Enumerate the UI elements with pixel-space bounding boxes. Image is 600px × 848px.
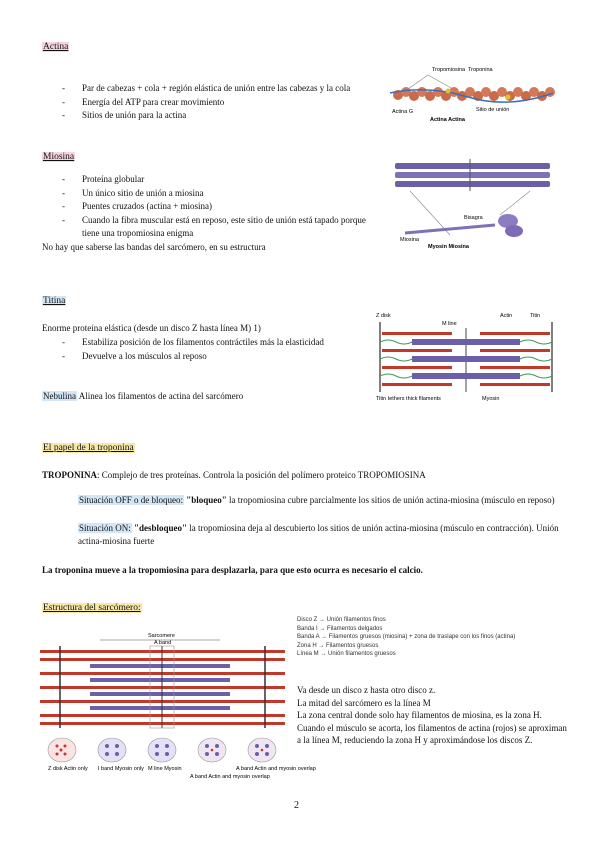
- list-item: - Par de cabezas + cola + región elástica de unión entre las cabezas y la cola: [62, 82, 382, 96]
- list-item: - Sitios de unión para la actina: [62, 109, 382, 123]
- titin-figure: [372, 310, 562, 410]
- titin-label-myosin: Myosin: [482, 396, 500, 402]
- actina-list: [62, 82, 382, 123]
- legend-item: Zona H → Filamentos gruesos: [297, 642, 379, 649]
- on-label: Situación ON:: [79, 523, 131, 533]
- actina-title: Actina: [43, 42, 69, 52]
- troponina-conclusion: La troponina mueve a la tropomiosina para desplazarla, para que esto ocurra es necesario el calcio.: [42, 565, 423, 575]
- legend-item: Línea M → Unión filamentos gruesos: [297, 651, 396, 657]
- troponina-definition: TROPONINA: Complejo de tres proteínas. Controla la posición del polímero proteico TROPOMIOSINA: [42, 470, 426, 480]
- troponina-title: El papel de la troponina: [43, 443, 134, 453]
- miosina-note: No hay que saberse las bandas del sarcómero, en su estructura: [42, 242, 266, 252]
- legend-item: Disco Z → Unión filamentos finos: [297, 617, 386, 623]
- troponina-term: TROPONINA: [42, 470, 98, 480]
- sarcomere-legend: [297, 616, 567, 659]
- xsec-caption-3: M line Myosin: [148, 766, 182, 772]
- titin-note: Titin tethers thick filaments: [376, 396, 441, 402]
- titin-label-actin: Actin: [500, 313, 513, 319]
- miosina-list: [62, 173, 382, 241]
- sarcomero-para: La zona central donde solo hay filamentos de miosina, es la zona H.: [297, 710, 542, 720]
- xsec-caption-5: A band Actin and myosin overlap: [236, 766, 316, 772]
- off-label: Situación OFF o de bloqueo:: [79, 495, 183, 505]
- myosin-caption: Myosin Miosina: [428, 244, 469, 250]
- list-item: - Puentes cruzados (actina + miosina): [62, 200, 382, 214]
- titina-title: Titina: [43, 296, 66, 306]
- sarcomero-title: Estructura del sarcómero:: [43, 603, 141, 613]
- aband-label: A band: [154, 640, 172, 646]
- myosin-figure: [390, 155, 555, 250]
- titin-label-titin: Titin: [530, 313, 541, 319]
- myosin-label-molecule: Miosina: [400, 237, 419, 243]
- actin-label-troponin: Troponina: [468, 67, 493, 73]
- page-number: 2: [294, 800, 299, 811]
- actin-label-tropomyosin: Tropomiosina: [432, 67, 466, 73]
- sarcomere-label: Sarcomere: [148, 633, 175, 639]
- nebulina-text: Alinea los filamentos de actina del sarcómero: [78, 391, 244, 401]
- list-item: - Cuando la fibra muscular está en reposo, este sitio de unión está tapado porque tiene una tropomiosina enigma: [62, 214, 382, 241]
- nebulina-label: Nebulina: [43, 391, 76, 401]
- list-item: - Estabiliza posición de los filamentos contráctiles más la elasticidad: [62, 336, 382, 350]
- thick-filament-graphic: [395, 159, 550, 191]
- list-item: - Energía del ATP para crear movimiento: [62, 96, 382, 110]
- actin-figure: [388, 55, 558, 125]
- titina-desc: Enorme proteína elástica (desde un disco Z hasta línea M) 1): [42, 323, 261, 333]
- xsec-caption-2: I band Myosin only: [98, 766, 144, 772]
- titin-label-zdisk: Z disk: [376, 313, 391, 319]
- troponina-off-state: Situación OFF o de bloqueo: "bloqueo" la tropomiosina cubre parcialmente los sitios de unión actina-miosina (músculo en reposo): [79, 495, 555, 505]
- troponina-on-state: Situación ON: "desbloqueo" la tropomiosina deja al descubierto los sitios de unión actina-miosina (músculo en contracción). Unión actina-miosina fuerte: [78, 523, 559, 546]
- sarcomere-figure: [40, 628, 316, 788]
- actin-label-gactin: Actina G: [392, 109, 414, 115]
- sarcomero-text: [297, 684, 567, 747]
- titin-label-mline: M line: [442, 321, 457, 327]
- actin-caption: Actina Actina: [430, 117, 465, 123]
- xsec-caption-1: Z disk Actin only: [48, 766, 88, 772]
- legend-item: Banda I → Filamentos delgados: [297, 625, 383, 632]
- sarcomero-para: La mitad del sarcómero es la línea M: [297, 697, 431, 708]
- actin-label-binding-site: Sitio de unión: [476, 107, 510, 113]
- nebulina-line: [42, 390, 372, 403]
- sarcomero-para: Cuando el músculo se acorta, los filamentos de actina (rojos) se aproximan a la línea M, reduciendo la zona H y aproximándose los discos Z.: [297, 722, 567, 745]
- legend-item: Banda A → Filamentos gruesos (miosina) + zona de traslape con los finos (actina): [297, 634, 516, 640]
- myosin-label-hinge: Bisagra: [464, 215, 483, 221]
- miosina-title: Miosina: [43, 152, 75, 162]
- list-item: - Devuelve a los músculos al reposo: [62, 350, 382, 364]
- titina-list: [62, 336, 382, 363]
- sarcomero-para: Va desde un disco z hasta otro disco z.: [297, 685, 436, 695]
- list-item: - Proteína globular: [62, 173, 382, 187]
- xsec-caption-4: A band Actin and myosin overlap: [190, 774, 270, 780]
- list-item: - Un único sitio de unión a miosina: [62, 187, 382, 201]
